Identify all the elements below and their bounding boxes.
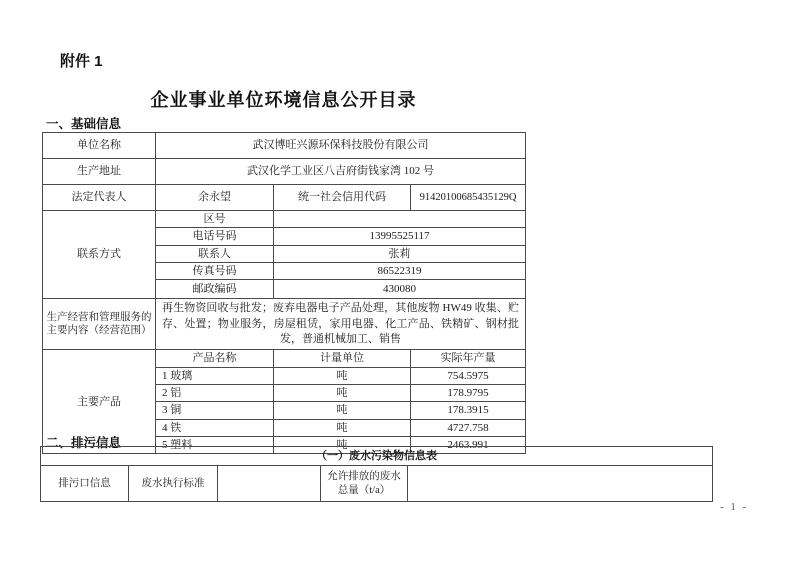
product-name: 4 铁 (156, 419, 274, 436)
phone-label: 电话号码 (156, 228, 274, 245)
postal-label: 邮政编码 (156, 280, 274, 299)
products-label: 主要产品 (43, 350, 156, 454)
attachment-label: 附件 1 (60, 53, 103, 70)
credit-code-label: 统一社会信用代码 (274, 185, 411, 211)
empty-cell (218, 466, 321, 502)
page-number: - 1 - (720, 501, 749, 513)
contact-person-label: 联系人 (156, 245, 274, 262)
credit-code-value: 91420100685435129Q (411, 185, 526, 211)
basic-info-table (42, 132, 526, 454)
product-name: 3 铜 (156, 402, 274, 419)
product-unit: 吨 (274, 419, 411, 436)
legal-rep-value: 余永望 (156, 185, 274, 211)
fax-label: 传真号码 (156, 262, 274, 279)
legal-rep-label: 法定代表人 (43, 185, 156, 211)
table-row (43, 211, 526, 228)
product-name: 1 玻璃 (156, 367, 274, 384)
table-row (43, 350, 526, 367)
product-output: 2463.991 (411, 436, 526, 453)
contact-label: 联系方式 (43, 211, 156, 299)
contact-person-value: 张莉 (274, 245, 526, 262)
table-row (43, 159, 526, 185)
product-name: 5 塑料 (156, 436, 274, 453)
area-code-value (274, 211, 526, 228)
business-scope-label: 生产经营和管理服务的主要内容（经营范围） (43, 299, 156, 350)
business-scope-value: 再生物资回收与批发；废弃电器电子产品处理，其他废物 HW49 收集、贮存、处置；物业服务，房屋租赁，家用电器、化工产品、铁精矿、钢材批发，普通机械加工、销售 (156, 299, 526, 350)
area-code-label: 区号 (156, 211, 274, 228)
product-unit: 吨 (274, 402, 411, 419)
wastewater-table-title: （一）废水污染物信息表 (41, 447, 713, 466)
product-output: 178.3915 (411, 402, 526, 419)
product-name-header: 产品名称 (156, 350, 274, 367)
product-unit-header: 计量单位 (274, 350, 411, 367)
product-unit: 吨 (274, 367, 411, 384)
postal-value: 430080 (274, 280, 526, 299)
table-row (41, 466, 713, 502)
wastewater-standard-label: 废水执行标准 (129, 466, 218, 502)
table-row (41, 447, 713, 466)
product-output: 754.5975 (411, 367, 526, 384)
unit-name-value: 武汉博旺兴源环保科技股份有限公司 (156, 133, 526, 159)
product-output: 178.9795 (411, 384, 526, 401)
fax-value: 86522319 (274, 262, 526, 279)
outlet-info-label: 排污口信息 (41, 466, 129, 502)
product-output-header: 实际年产量 (411, 350, 526, 367)
phone-value: 13995525117 (274, 228, 526, 245)
wastewater-table (40, 446, 713, 502)
table-row (43, 133, 526, 159)
discharge-info-heading: 二、排污信息 (46, 436, 122, 450)
address-value: 武汉化学工业区八吉府街钱家湾 102 号 (156, 159, 526, 185)
table-row (43, 299, 526, 350)
basic-info-heading: 一、基础信息 (46, 117, 122, 131)
address-label: 生产地址 (43, 159, 156, 185)
allowed-total-label: 允许排放的废水总量（t/a） (321, 466, 408, 502)
page-title: 企业事业单位环境信息公开目录 (150, 90, 417, 110)
product-unit: 吨 (274, 436, 411, 453)
product-output: 4727.758 (411, 419, 526, 436)
unit-name-label: 单位名称 (43, 133, 156, 159)
table-row (43, 185, 526, 211)
empty-cell (408, 466, 713, 502)
product-name: 2 铝 (156, 384, 274, 401)
product-unit: 吨 (274, 384, 411, 401)
